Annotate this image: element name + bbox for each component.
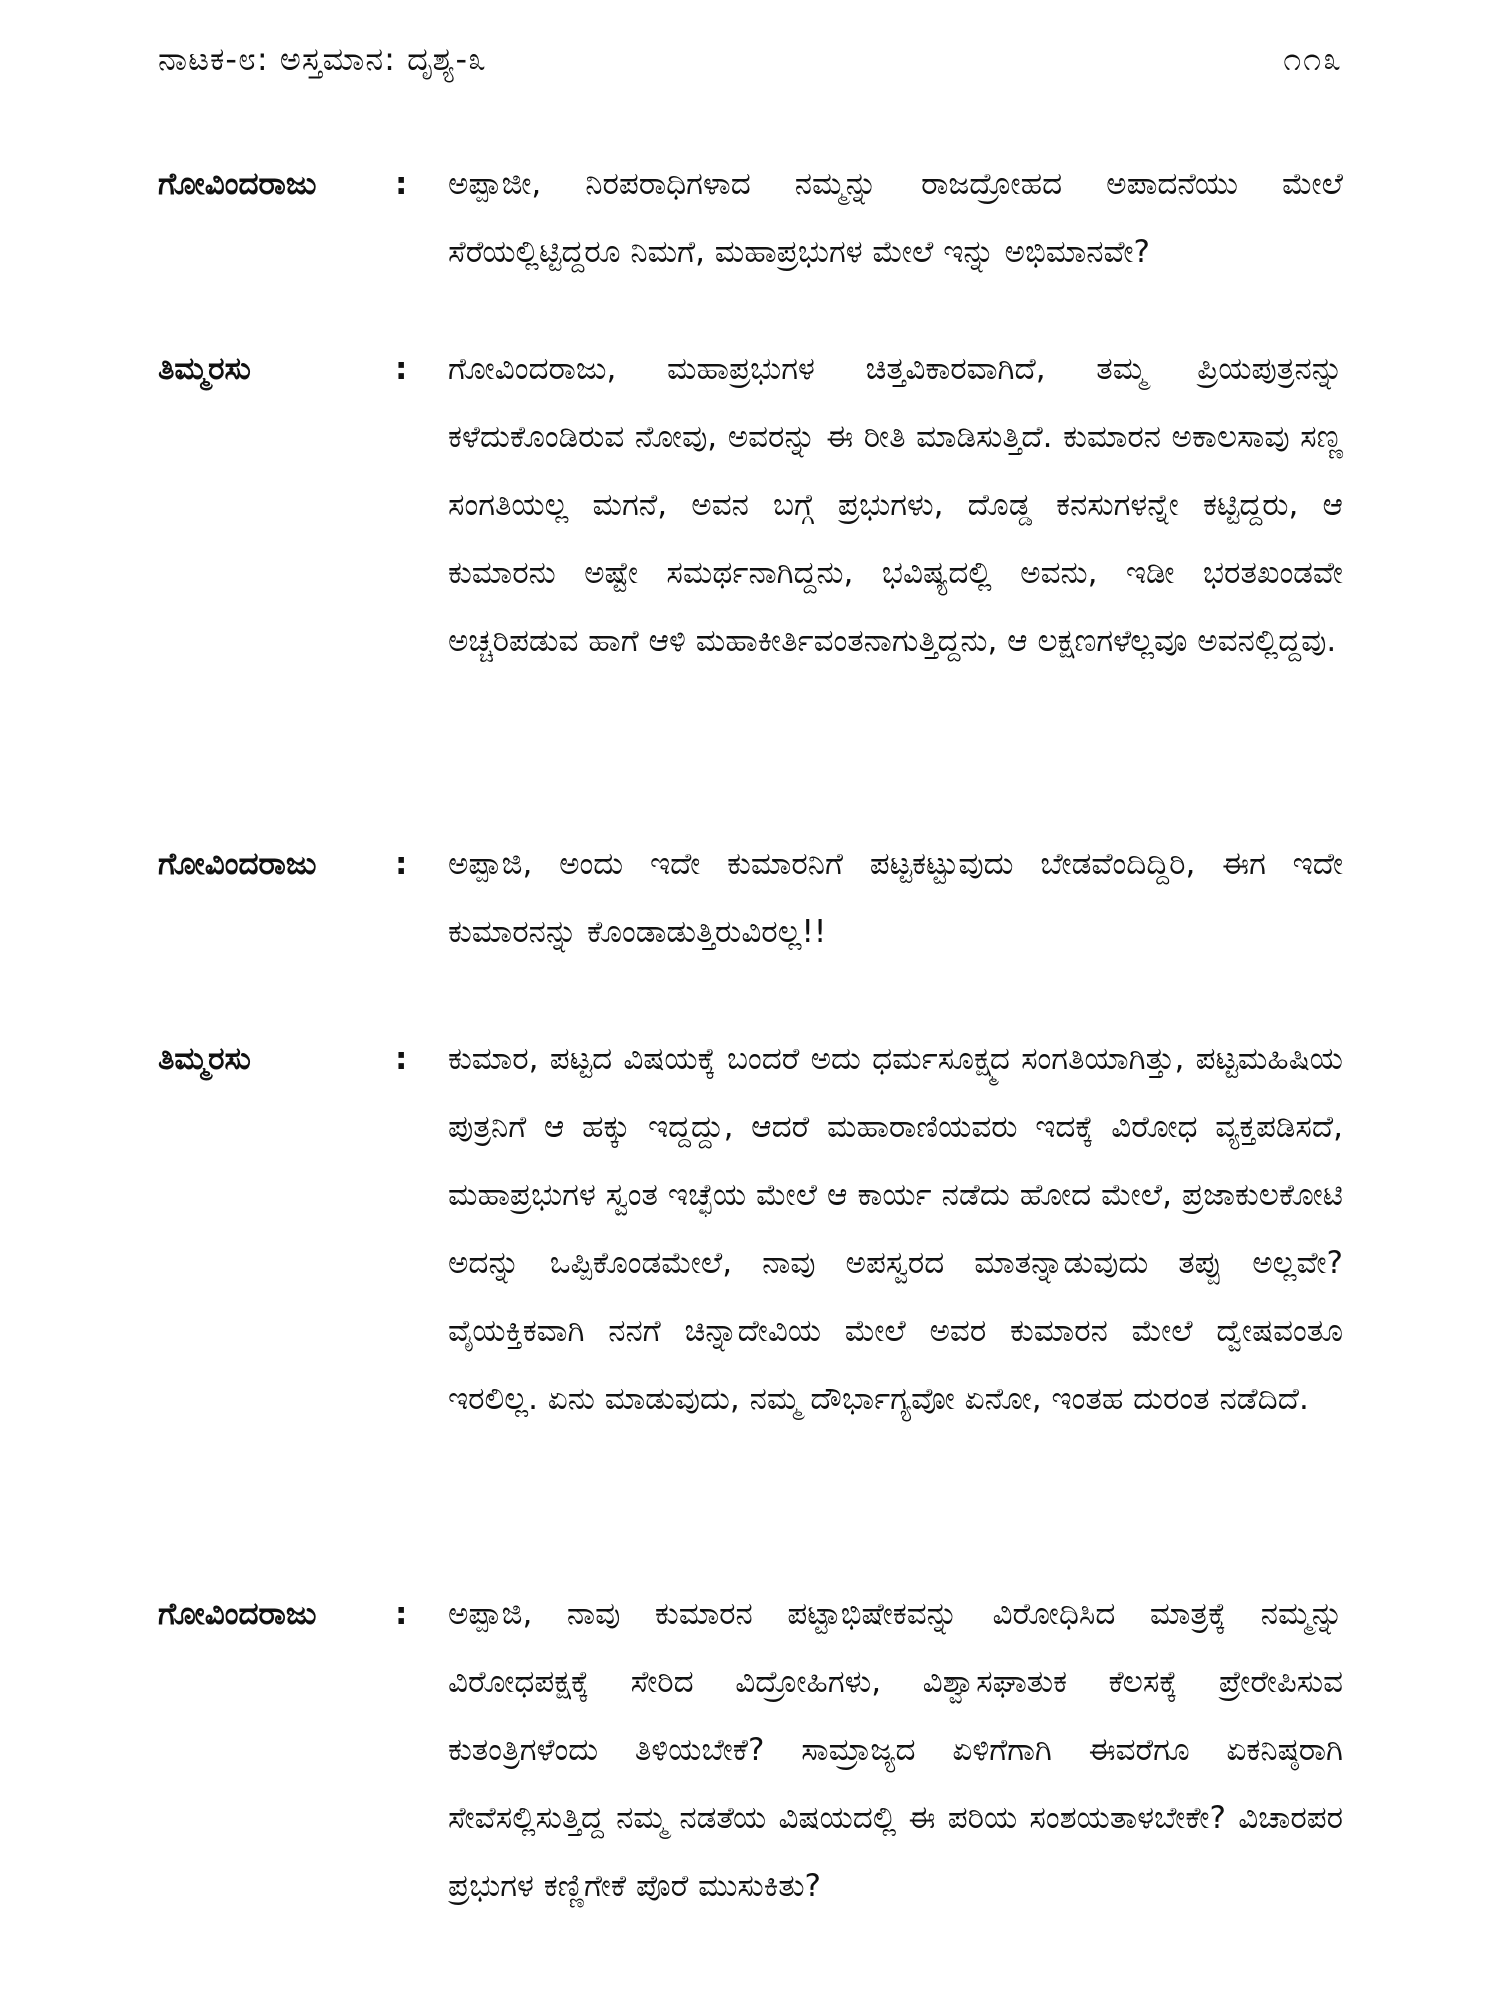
speech-text: ಅಪ್ಪಾಜಿ, ಅಂದು ಇದೇ ಕುಮಾರನಿಗೆ ಪಟ್ಟಕಟ್ಟುವುದು ಬೇಡವೆಂದಿದ್ದಿರಿ, ಈಗ ಇದೇ ಕುಮಾರನನ್ನು ಕೊಂಡಾಡುತ್ತಿರುವಿರಲ್ಲ!! [448,846,1343,950]
page-header [158,40,1343,90]
running-title: ನಾಟಕ-೮: ಅಸ್ತಮಾನ: ದೃಶ್ಯ-೩ [158,40,487,78]
speaker-name: ಗೋವಿಂದರಾಜು [158,166,317,202]
speaker-colon: : [395,1596,408,1632]
speech-text: ಗೋವಿಂದರಾಜು, ಮಹಾಪ್ರಭುಗಳ ಚಿತ್ತವಿಕಾರವಾಗಿದೆ, ತಮ್ಮ ಪ್ರಿಯಪುತ್ರನನ್ನು ಕಳೆದುಕೊಂಡಿರುವ ನೋವು, ಅವರನ್ನು ಈ ರೀತಿ ಮಾಡಿಸುತ್ತಿದೆ. ಕುಮಾರನ ಅಕಾಲಸಾವು ಸಣ್ಣ ಸಂಗತಿಯಲ್ಲ ಮಗನೆ, ಅವನ ಬಗ್ಗೆ ಪ್ರಭುಗಳು, ದೊಡ್ಡ ಕನಸುಗಳನ್ನೇ ಕಟ್ಟಿದ್ದರು, ಆ ಕುಮಾರನು ಅಷ್ಟೇ ಸಮರ್ಥನಾಗಿದ್ದನು, ಭವಿಷ್ಯದಲ್ಲಿ ಅವನು, ಇಡೀ ಭರತಖಂಡವೇ ಅಚ್ಚರಿಪಡುವ ಹಾಗೆ ಆಳಿ ಮಹಾಕೀರ್ತಿವಂತನಾಗುತ್ತಿದ್ದನು, ಆ ಲಕ್ಷಣಗಳೆಲ್ಲವೂ ಅವನಲ್ಲಿದ್ದವು. [448,351,1343,659]
speech-text: ಅಪ್ಪಾಜೀ, ನಿರಪರಾಧಿಗಳಾದ ನಮ್ಮನ್ನು ರಾಜದ್ರೋಹದ ಅಪಾದನೆಯು ಮೇಲೆ ಸೆರೆಯಲ್ಲಿಟ್ಟಿದ್ದರೂ ನಿಮಗೆ, ಮಹಾಪ್ರಭುಗಳ ಮೇಲೆ ಇನ್ನು ಅಭಿಮಾನವೇ? [448,166,1343,270]
speaker-colon: : [395,1041,408,1077]
speaker-name: ತಿಮ್ಮರಸು [158,351,251,387]
speaker-name: ಗೋವಿಂದರಾಜು [158,846,317,882]
speaker-colon: : [395,351,408,387]
speaker-name: ತಿಮ್ಮರಸು [158,1041,251,1077]
speech-text: ಅಪ್ಪಾಜಿ, ನಾವು ಕುಮಾರನ ಪಟ್ಟಾಭಿಷೇಕವನ್ನು ವಿರೋಧಿಸಿದ ಮಾತ್ರಕ್ಕೆ ನಮ್ಮನ್ನು ವಿರೋಧಪಕ್ಷಕ್ಕೆ ಸೇರಿದ ವಿದ್ರೋಹಿಗಳು, ವಿಶ್ವಾಸಘಾತುಕ ಕೆಲಸಕ್ಕೆ ಪ್ರೇರೇಪಿಸುವ ಕುತಂತ್ರಿಗಳೆಂದು ತಿಳಿಯಬೇಕೆ? ಸಾಮ್ರಾಜ್ಯದ ಏಳಿಗೆಗಾಗಿ ಈವರೆಗೂ ಏಕನಿಷ್ಠರಾಗಿ ಸೇವೆಸಲ್ಲಿಸುತ್ತಿದ್ದ ನಮ್ಮ ನಡತೆಯ ವಿಷಯದಲ್ಲಿ ಈ ಪರಿಯ ಸಂಶಯತಾಳಬೇಕೇ? ವಿಚಾರಪರ ಪ್ರಭುಗಳ ಕಣ್ಣಿಗೇಕೆ ಪೊರೆ ಮುಸುಕಿತು? [448,1596,1343,1904]
speaker-name: ಗೋವಿಂದರಾಜು [158,1596,317,1632]
speech-text: ಕುಮಾರ, ಪಟ್ಟದ ವಿಷಯಕ್ಕೆ ಬಂದರೆ ಅದು ಧರ್ಮಸೂಕ್ಷ್ಮದ ಸಂಗತಿಯಾಗಿತ್ತು, ಪಟ್ಟಮಹಿಷಿಯ ಪುತ್ರನಿಗೆ ಆ ಹಕ್ಕು ಇದ್ದದ್ದು, ಆದರೆ ಮಹಾರಾಣಿಯವರು ಇದಕ್ಕೆ ವಿರೋಧ ವ್ಯಕ್ತಪಡಿಸದೆ, ಮಹಾಪ್ರಭುಗಳ ಸ್ವಂತ ಇಚ್ಛೆಯ ಮೇಲೆ ಆ ಕಾರ್ಯ ನಡೆದು ಹೋದ ಮೇಲೆ, ಪ್ರಜಾಕುಲಕೋಟಿ ಅದನ್ನು ಒಪ್ಪಿಕೊಂಡಮೇಲೆ, ನಾವು ಅಪಸ್ವರದ ಮಾತನ್ನಾಡುವುದು ತಪ್ಪು ಅಲ್ಲವೇ? ವೈಯಕ್ತಿಕವಾಗಿ ನನಗೆ ಚಿನ್ನಾದೇವಿಯ ಮೇಲೆ ಅವರ ಕುಮಾರನ ಮೇಲೆ ದ್ವೇಷವಂತೂ ಇರಲಿಲ್ಲ. ಏನು ಮಾಡುವುದು, ನಮ್ಮ ದೌರ್ಭಾಗ್ಯವೋ ಏನೋ, ಇಂತಹ ದುರಂತ ನಡೆದಿದೆ. [448,1041,1343,1417]
page-number: ೧೧೩ [1283,40,1343,78]
speaker-colon: : [395,846,408,882]
speaker-colon: : [395,166,408,202]
